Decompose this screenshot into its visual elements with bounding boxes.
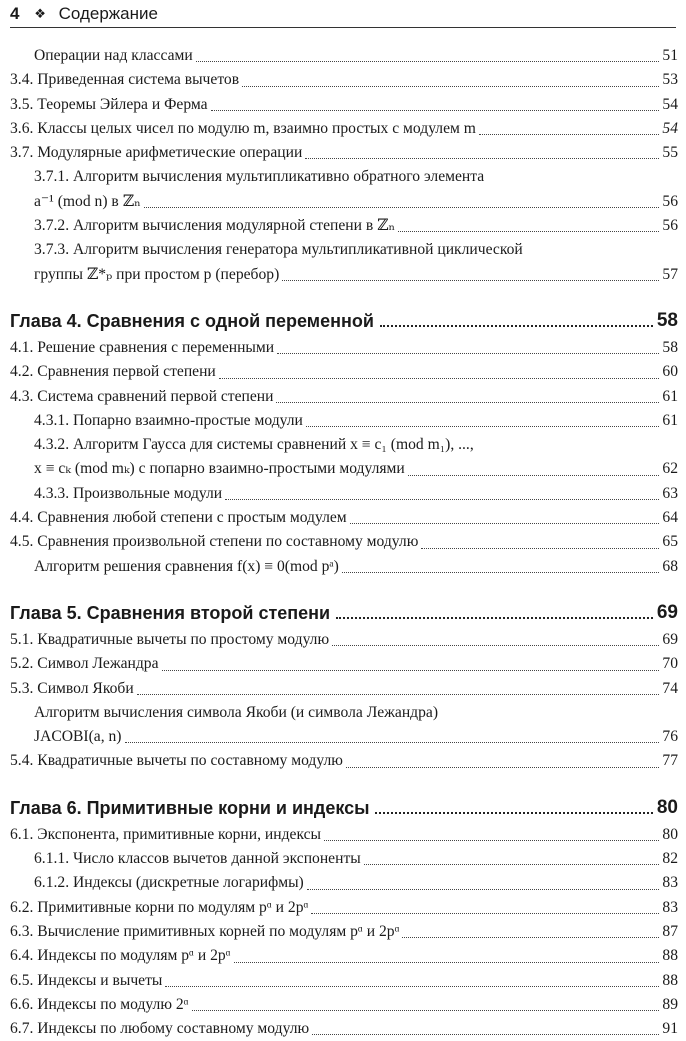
chapter-title: Глава 5. Сравнения второй степени [10, 602, 331, 623]
entry-page-number: 77 [662, 752, 678, 770]
entry-title: 4.3.1. Попарно взаимно-простые модули [34, 411, 303, 429]
dot-leader [312, 1034, 659, 1035]
entry-page-number: 65 [662, 533, 678, 551]
entry-title: группы ℤ*ₚ при простом p (перебор) [34, 265, 280, 283]
toc-entry[interactable] [10, 847, 678, 871]
chapter-page-number: 69 [656, 601, 678, 623]
entry-title: 5.2. Символ Лежандра [10, 655, 159, 673]
dot-leader [364, 864, 660, 865]
toc-entry[interactable] [10, 506, 678, 530]
dot-leader [311, 913, 659, 914]
dot-leader [421, 548, 659, 549]
toc-entry[interactable] [10, 385, 678, 409]
table-of-contents [10, 44, 678, 1041]
dot-leader [307, 889, 660, 890]
chapter-page-number: 80 [656, 796, 678, 818]
entry-page-number: 61 [662, 411, 678, 429]
entry-title: 3.4. Приведенная система вычетов [10, 71, 240, 89]
dot-leader [277, 353, 659, 354]
entry-page-number: 54 [662, 119, 678, 137]
dot-leader [375, 812, 652, 814]
entry-title: 5.4. Квадратичные вычеты по составному модулю [10, 752, 343, 770]
entry-page-number: 74 [662, 679, 678, 697]
dot-leader [350, 523, 660, 524]
entry-page-number: 80 [662, 825, 678, 843]
toc-entry[interactable] [10, 871, 678, 895]
entry-page-number: 58 [662, 338, 678, 356]
entry-title: a⁻¹ (mod n) в ℤₙ [34, 192, 141, 210]
entry-page-number: 83 [662, 874, 678, 892]
toc-chapter-heading[interactable] [10, 309, 678, 333]
dot-leader [305, 158, 659, 159]
entry-page-number: 62 [662, 460, 678, 478]
entry-page-number: 51 [662, 47, 678, 64]
dot-leader [479, 134, 660, 135]
dot-leader [398, 231, 659, 232]
entry-title: 4.3.3. Произвольные модули [34, 484, 223, 502]
entry-page-number: 91 [662, 1020, 678, 1038]
entry-title: 3.6. Классы целых чисел по модулю m, взаимно простых с модулем m [10, 119, 476, 137]
entry-page-number: 56 [662, 217, 678, 235]
entry-page-number: 82 [662, 850, 678, 868]
dot-leader [196, 61, 660, 62]
toc-entry[interactable] [10, 628, 678, 652]
entry-title: Операции над классами [34, 47, 193, 64]
chapter-page-number: 58 [656, 309, 678, 331]
toc-entry-title-line: 3.7.3. Алгоритм вычисления генератора мультипликативной циклической [34, 241, 523, 259]
dot-leader [342, 572, 660, 573]
entry-title: 4.4. Сравнения любой степени с простым модулем [10, 509, 347, 527]
dot-leader [408, 475, 660, 476]
entry-page-number: 87 [662, 922, 678, 940]
toc-chapter-heading[interactable] [10, 796, 678, 820]
entry-page-number: 88 [662, 947, 678, 965]
chapter-title: Глава 4. Сравнения с одной переменной [10, 310, 374, 331]
entry-page-number: 56 [662, 192, 678, 210]
toc-entry-title-line: Алгоритм вычисления символа Якоби (и символа Лежандра) [34, 703, 439, 721]
entry-page-number: 53 [662, 71, 678, 89]
toc-entry[interactable] [10, 993, 678, 1017]
entry-title: 6.1.2. Индексы (дискретные логарифмы) [34, 874, 304, 892]
entry-title: 6.6. Индексы по модулю 2ᵅ [10, 995, 189, 1013]
dot-leader [234, 962, 660, 963]
toc-entry[interactable] [10, 117, 678, 141]
dot-leader [192, 1010, 660, 1011]
toc-entry[interactable] [10, 555, 678, 579]
entry-page-number: 64 [662, 509, 678, 527]
entry-page-number: 76 [662, 728, 678, 746]
entry-title: 6.2. Примитивные корни по модулям pᵅ и 2pᵅ [10, 898, 309, 916]
toc-entry[interactable] [10, 920, 678, 944]
toc-entry[interactable] [10, 190, 678, 214]
entry-title: 6.5. Индексы и вычеты [10, 971, 163, 989]
running-header [10, 0, 676, 28]
entry-page-number: 83 [662, 898, 678, 916]
entry-page-number: 88 [662, 971, 678, 989]
dot-leader [380, 325, 653, 327]
entry-page-number: 70 [662, 655, 678, 673]
dot-leader [125, 742, 660, 743]
toc-entry[interactable] [10, 944, 678, 968]
entry-title: 4.5. Сравнения произвольной степени по составному модулю [10, 533, 419, 551]
toc-entry[interactable] [10, 263, 678, 287]
entry-title: Алгоритм решения сравнения f(x) ≡ 0(mod pᵃ) [34, 557, 339, 575]
toc-entry-title-line: 3.7.1. Алгоритм вычисления мультипликативно обратного элемента [34, 168, 485, 186]
entry-page-number: 60 [662, 363, 678, 381]
entry-title: 6.7. Индексы по любому составному модулю [10, 1020, 310, 1038]
entry-title: 3.7.2. Алгоритм вычисления модулярной степени в ℤₙ [34, 217, 396, 235]
toc-entry[interactable] [10, 336, 678, 360]
toc-entry[interactable] [10, 68, 678, 92]
dot-leader [306, 426, 660, 427]
entry-page-number: 55 [662, 144, 678, 162]
entry-title: x ≡ cₖ (mod mₖ) с попарно взаимно-простыми модулями [34, 460, 405, 478]
toc-entry[interactable] [10, 677, 678, 701]
dot-leader [242, 86, 659, 87]
dot-leader [346, 767, 659, 768]
toc-entry[interactable] [10, 896, 678, 920]
entry-title: 3.5. Теоремы Эйлера и Ферма [10, 95, 208, 113]
toc-chapter-heading[interactable] [10, 601, 678, 625]
dot-leader [282, 280, 659, 281]
entry-page-number: 54 [662, 95, 678, 113]
entry-title: 4.2. Сравнения первой степени [10, 363, 216, 381]
toc-entry[interactable] [10, 823, 678, 847]
toc-entry-title-line: 4.3.2. Алгоритм Гаусса для системы сравнений x ≡ c₁ (mod m₁), ..., [34, 436, 474, 454]
entry-title: 4.1. Решение сравнения с переменными [10, 338, 275, 356]
toc-entry[interactable] [10, 457, 678, 481]
entry-page-number: 89 [662, 995, 678, 1013]
dot-leader [336, 617, 653, 619]
entry-page-number: 69 [662, 630, 678, 648]
entry-title: 6.4. Индексы по модулям pᵅ и 2pᵅ [10, 947, 231, 965]
chapter-title: Глава 6. Примитивные корни и индексы [10, 797, 370, 818]
entry-page-number: 68 [662, 557, 678, 575]
dot-leader [324, 840, 659, 841]
dot-leader [162, 670, 660, 671]
dot-leader [332, 645, 659, 646]
toc-entry[interactable] [10, 44, 678, 68]
dot-leader [144, 207, 660, 208]
header-page-number: 4 [10, 4, 20, 23]
toc-entry[interactable] [10, 360, 678, 384]
entry-page-number: 57 [662, 265, 678, 283]
toc-entry[interactable] [10, 482, 678, 506]
toc-entry[interactable] [10, 141, 678, 165]
toc-entry[interactable] [10, 409, 678, 433]
entry-page-number: 61 [662, 387, 678, 405]
toc-entry[interactable] [10, 530, 678, 554]
header-ornament-icon: ❖ [34, 6, 46, 21]
toc-entry[interactable] [10, 214, 678, 238]
toc-entry[interactable] [10, 969, 678, 993]
entry-title: JACOBI(a, n) [34, 728, 122, 746]
dot-leader [402, 937, 659, 938]
toc-entry[interactable] [10, 725, 678, 749]
entry-title: 6.1.1. Число классов вычетов данной экспоненты [34, 850, 361, 868]
toc-entry[interactable] [10, 93, 678, 117]
dot-leader [137, 694, 660, 695]
toc-entry[interactable] [10, 749, 678, 773]
entry-title: 4.3. Система сравнений первой степени [10, 387, 274, 405]
entry-title: 6.3. Вычисление примитивных корней по модулям pᵅ и 2pᵅ [10, 922, 400, 940]
toc-entry[interactable] [10, 1017, 678, 1041]
dot-leader [211, 110, 660, 111]
entry-title: 3.7. Модулярные арифметические операции [10, 144, 303, 162]
dot-leader [225, 499, 659, 500]
entry-title: 5.1. Квадратичные вычеты по простому модулю [10, 630, 330, 648]
dot-leader [276, 402, 659, 403]
entry-page-number: 63 [662, 484, 678, 502]
toc-entry[interactable] [10, 652, 678, 676]
header-title: Содержание [58, 4, 158, 23]
dot-leader [219, 378, 660, 379]
dot-leader [165, 986, 659, 987]
entry-title: 5.3. Символ Якоби [10, 679, 134, 697]
entry-title: 6.1. Экспонента, примитивные корни, индексы [10, 825, 322, 843]
